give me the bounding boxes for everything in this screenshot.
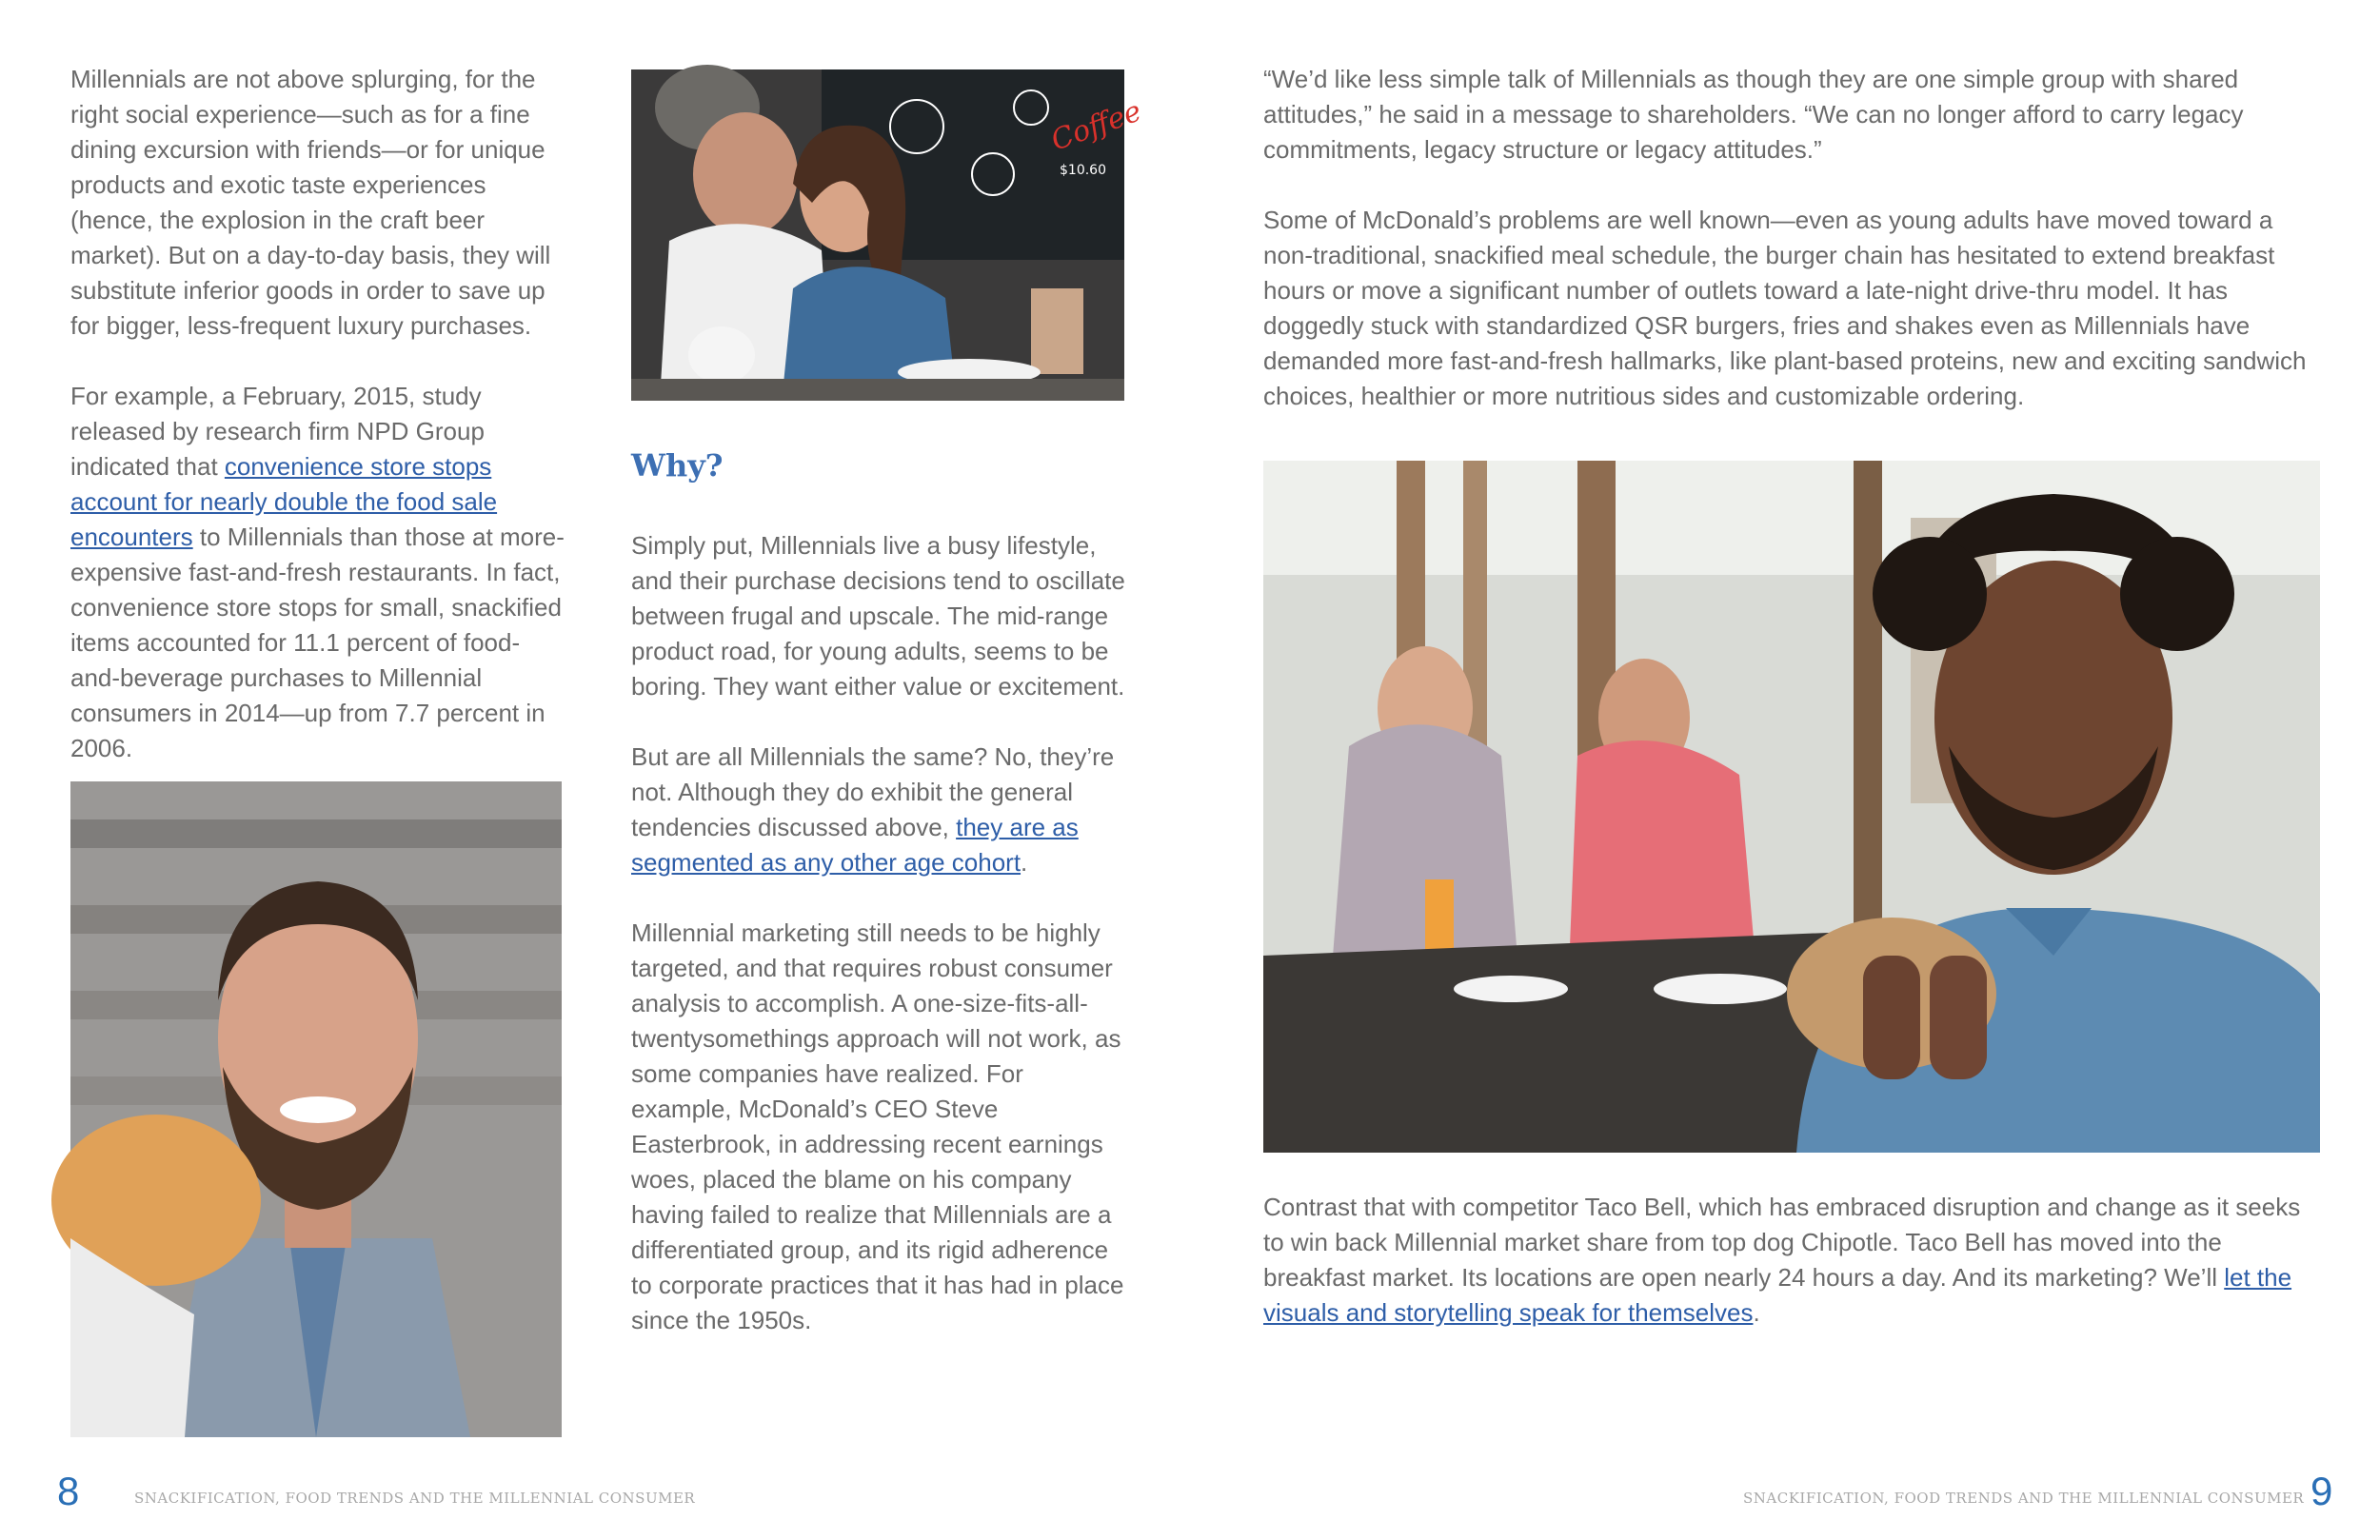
convenience-store-link[interactable]: convenience store stops account for nearly double the food sale encounters: [70, 452, 498, 551]
paragraph-text: Contrast that with competitor Taco Bell, which has embraced disruption and change as it seeks to win back Millennial market share from top dog Chipotle. Taco Bell has moved into the breakfast market. Its locations are open nearly 24 hours a day. And its marketing? We’ll: [1263, 1193, 2301, 1292]
paragraph: “We’d like less simple talk of Millennials as though they are one simple group with shared attitudes,” he said in a message to shareholders. “We can no longer afford to carry legacy commitments, legacy structure or legacy attitudes.”: [1263, 65, 2244, 164]
paragraph-text: to Millennials than those at more-expensive fast-and-fresh restaurants. In fact, convenience store stops for small, snackified items accounted for 11.1 percent of food-and-beverage purchases to Millennial consumers in 2014—up from 7.7 percent in 2006.: [70, 523, 565, 762]
left-column: [70, 62, 565, 801]
man-eating-sandwich-photo: [1263, 461, 2320, 1153]
right-column-top: [1263, 62, 2322, 449]
paragraph: Some of McDonald’s problems are well known—even as young adults have moved toward a non-traditional, snackified meal schedule, the burger chain has hesitated to extend breakfast hours or move a significant number of outlets toward a late-night drive-thru model. It has doggedly stuck with standardized QSR burgers, fries and shakes even as Millennials have demanded more fast-and-fresh hallmarks, like plant-based proteins, new and exciting sandwich choices, healthier or more nutritious sides and customizable ordering.: [1263, 206, 2307, 410]
middle-column: [631, 528, 1126, 1373]
paragraph-text: .: [1021, 848, 1028, 877]
paragraph-text: But are all Millennials the same? No, they’re not. Although they do exhibit the general tendencies discussed above,: [631, 742, 1115, 841]
paragraph: Simply put, Millennials live a busy lifestyle, and their purchase decisions tend to oscillate between frugal and upscale. The mid-range product road, for young adults, seems to be boring. They want either value or excitement.: [631, 531, 1125, 701]
paragraph: [70, 379, 565, 766]
paragraph: [1263, 1190, 2322, 1331]
couple-cafe-photo: [631, 69, 1146, 401]
cafe-price-text: $10.60: [1060, 163, 1106, 178]
paragraph: Millennial marketing still needs to be highly targeted, and that requires robust consumer analysis to accomplish. A one-size-fits-all-twentysomethings approach will not work, as some companies have realized. For example, McDonald’s CEO Steve Easterbrook, in addressing recent earnings woes, placed the blame on his company having failed to realize that Millennials are a differentiated group, and its rigid adherence to corporate practices that it has had in place since the 1950s.: [631, 918, 1124, 1334]
running-title-left: SNACKIFICATION, FOOD TRENDS AND THE MILLENNIAL CONSUMER: [134, 1490, 696, 1507]
segmented-cohort-link[interactable]: they are as segmented as any other age cohort: [631, 813, 1079, 877]
why-heading: Why?: [631, 447, 724, 484]
left-page-number: 8: [57, 1469, 80, 1513]
right-page-number: 9: [2311, 1469, 2333, 1513]
cafe-sign-text: Coffee: [1046, 94, 1146, 158]
running-title-right: SNACKIFICATION, FOOD TRENDS AND THE MILLENNIAL CONSUMER: [1743, 1490, 2305, 1507]
bearded-man-photo: [70, 781, 562, 1437]
right-column-bottom: [1263, 1190, 2322, 1366]
paragraph-text: .: [1753, 1298, 1760, 1327]
paragraph-text: For example, a February, 2015, study released by research firm NPD Group indicated that: [70, 382, 485, 481]
visuals-storytelling-link[interactable]: let the visuals and storytelling speak for themselves: [1263, 1263, 2292, 1327]
paragraph: Millennials are not above splurging, for the right social experience—such as for a fine dining excursion with friends—or for unique products and exotic taste experiences (hence, the explosion in the craft beer market). But on a day-to-day basis, they will substitute inferior goods in order to save up for bigger, less-frequent luxury purchases.: [70, 65, 551, 340]
paragraph: [631, 740, 1126, 880]
